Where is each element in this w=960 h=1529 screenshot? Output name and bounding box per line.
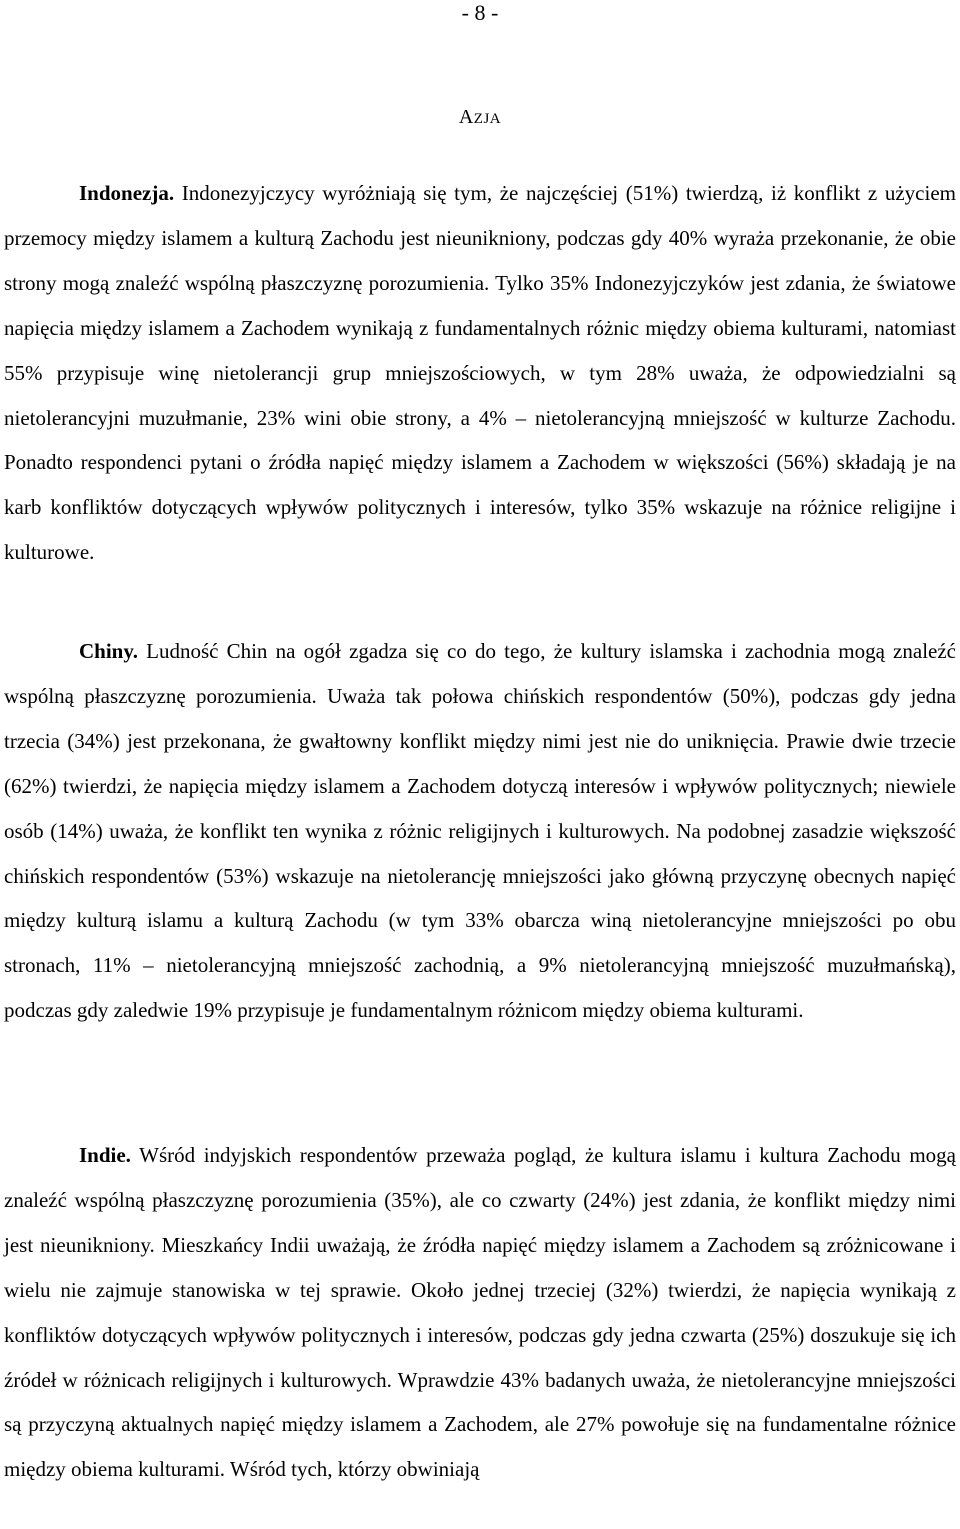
section-title-rest: ZJA bbox=[473, 111, 502, 127]
paragraph-text-indonezja: Indonezyjczycy wyróżniają się tym, że najczęściej (51%) twierdzą, iż konflikt z użyciem przemocy między islamem a kulturą Zachodu jest nieunikniony, podczas gdy 40% wyraża przekonanie, że obie strony mogą znaleźć wspólną płaszczyznę porozumienia. Tylko 35% Indonezyjczyków jest zdania, że światowe napięcia między islamem a Zachodem wynikają z fundamentalnych różnic między obiema kulturami, natomiast 55% przypisuje winę nietolerancji grup mniejszościowych, w tym 28% uważa, że odpowiedzialni są nietolerancyjni muzułmanie, 23% wini obie strony, a 4% – nietolerancyjną mniejszość w kulturze Zachodu. Ponadto respondenci pytani o źródła napięć między islamem a Zachodem w większości (56%) składają je na karb konfliktów dotyczących wpływów politycznych i interesów, tylko 35% wskazuje na różnice religijne i kulturowe. bbox=[4, 181, 956, 565]
section-title-initial: A bbox=[458, 106, 474, 128]
paragraph-indonezja bbox=[4, 171, 956, 575]
paragraph-lead-indonezja: Indonezja. bbox=[79, 181, 175, 205]
paragraph-lead-chiny: Chiny. bbox=[79, 639, 138, 663]
paragraph-indie bbox=[4, 1133, 956, 1492]
section-title bbox=[0, 104, 960, 132]
paragraph-text-chiny: Ludność Chin na ogół zgadza się co do tego, że kultury islamska i zachodnia mogą znaleźć wspólną płaszczyznę porozumienia. Uważa tak połowa chińskich respondentów (50%), podczas gdy jedna trzecia (34%) jest przekonana, że gwałtowny konflikt między nimi jest nie do uniknięcia. Prawie dwie trzecie (62%) twierdzi, że napięcia między islamem a Zachodem dotyczą interesów i wpływów politycznych; niewiele osób (14%) uważa, że konflikt ten wynika z różnic religijnych i kulturowych. Na podobnej zasadzie większość chińskich respondentów (53%) wskazuje na nietolerancję mniejszości jako główną przyczynę obecnych napięć między kulturą islamu a kulturą Zachodu (w tym 33% obarcza winą nietolerancyjne mniejszości po obu stronach, 11% – nietolerancyjną mniejszość zachodnią, a 9% nietolerancyjną mniejszość muzułmańską), podczas gdy zaledwie 19% przypisuje je fundamentalnym różnicom między obiema kulturami. bbox=[4, 639, 956, 1023]
page-number: - 8 - bbox=[461, 0, 499, 25]
paragraph-chiny bbox=[4, 629, 956, 1033]
paragraph-lead-indie: Indie. bbox=[79, 1143, 131, 1167]
paragraph-text-indie: Wśród indyjskich respondentów przeważa pogląd, że kultura islamu i kultura Zachodu mogą znaleźć wspólną płaszczyznę porozumienia (35%), ale co czwarty (24%) jest zdania, że konflikt między nimi jest nieunikniony. Mieszkańcy Indii uważają, że źródła napięć między islamem a Zachodem są zróżnicowane i wielu nie zajmuje stanowiska w tej sprawie. Około jednej trzeciej (32%) twierdzi, że napięcia wynikają z konfliktów dotyczących wpływów politycznych i interesów, podczas gdy jedna czwarta (25%) doszukuje się ich źródeł w różnicach religijnych i kulturowych. Wprawdzie 43% badanych uważa, że nietolerancyjne mniejszości są przyczyną aktualnych napięć między islamem a Zachodem, ale 27% powołuje się na fundamentalne różnice między obiema kulturami. Wśród tych, którzy obwiniają bbox=[4, 1143, 956, 1482]
